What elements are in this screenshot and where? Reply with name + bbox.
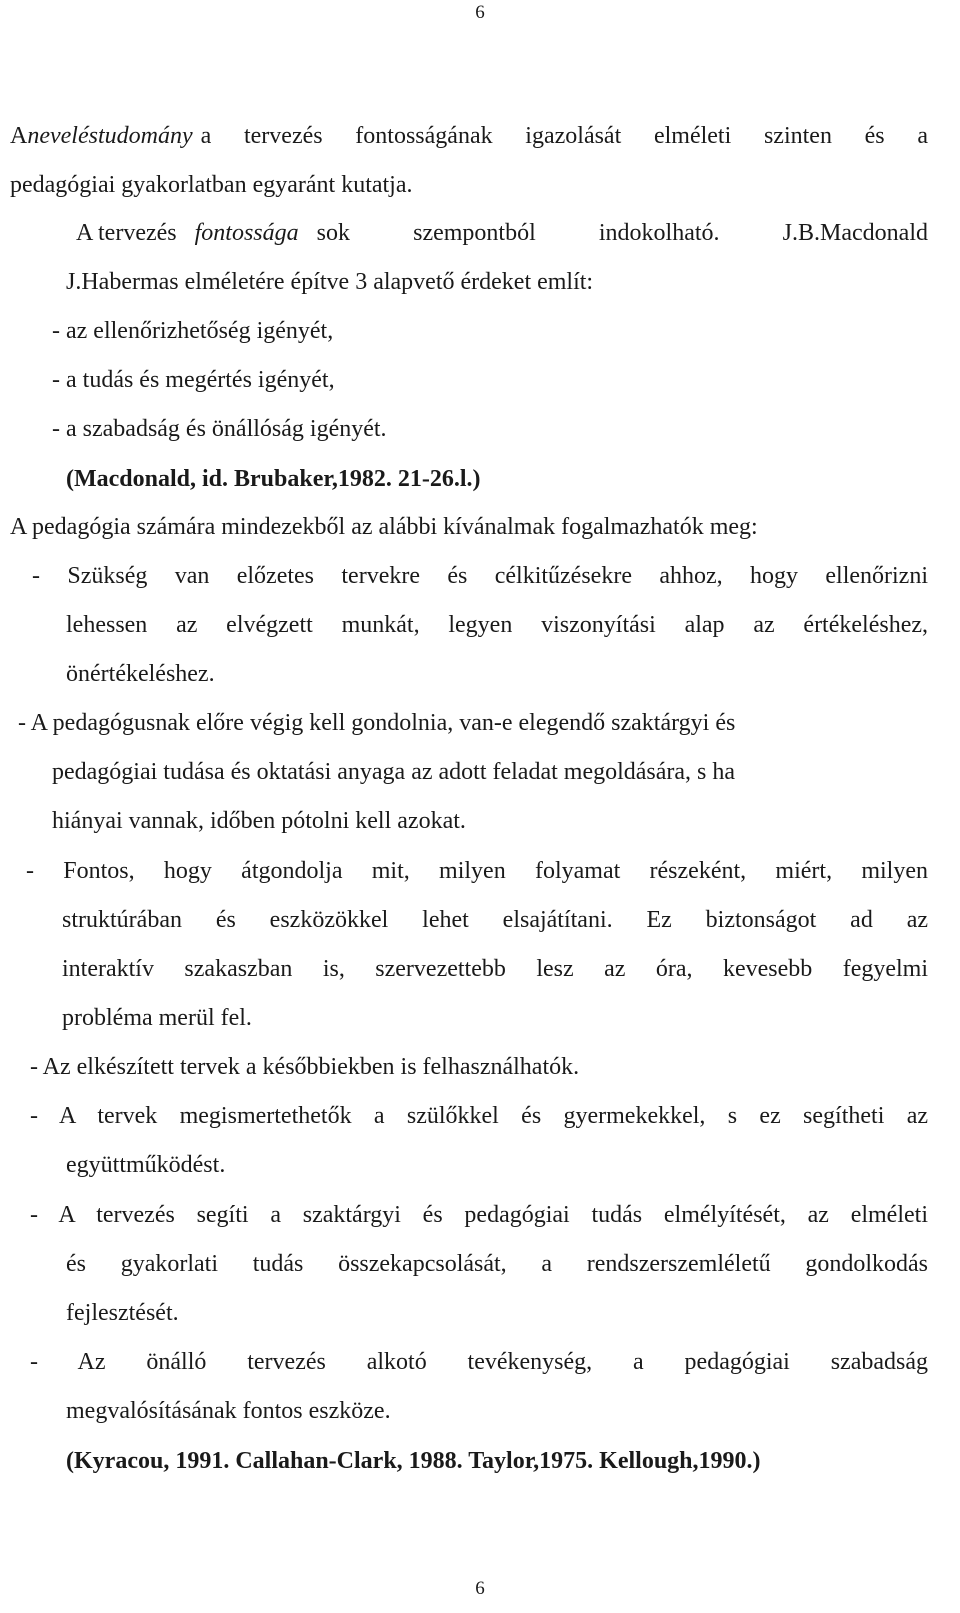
intro-line-1-start: A — [10, 123, 28, 149]
requirement-line: - A tervezés segíti a szaktárgyi és pedagógiai tudás elmélyítését, az elméleti — [30, 1202, 928, 1228]
intro-term-fontossaga: fontossága — [194, 220, 299, 246]
requirement-line: - Szükség van előzetes tervekre és célkitűzésekre ahhoz, hogy ellenőrizni — [32, 563, 928, 589]
interest-item: - az ellenőrizhetőség igényét, — [52, 318, 334, 344]
requirement-line: - Fontos, hogy átgondolja mit, milyen folyamat részeként, miért, milyen — [26, 858, 928, 884]
requirements-intro: A pedagógia számára mindezekből az alábbi kívánalmak fogalmazhatók meg: — [10, 514, 758, 540]
requirement-line: hiányai vannak, időben pótolni kell azokat. — [52, 808, 466, 834]
requirement-line: pedagógiai tudása és oktatási anyaga az adott feladat megoldására, s ha — [52, 759, 736, 785]
requirement-line: önértékeléshez. — [66, 661, 215, 687]
intro-line-3-start: A tervezés — [76, 220, 177, 246]
requirement-line: - A tervek megismertethetők a szülőkkel és gyermekekkel, s ez segítheti az — [30, 1103, 928, 1129]
intro-term-neveléstudomány: neveléstudomány — [27, 123, 193, 149]
requirement-line: együttműködést. — [66, 1152, 226, 1178]
final-citation: (Kyracou, 1991. Callahan-Clark, 1988. Taylor,1975. Kellough,1990.) — [66, 1448, 761, 1474]
intro-line-2: pedagógiai gyakorlatban egyaránt kutatja. — [10, 172, 413, 198]
intro-line-3-rest: sok szempontból indokolható. J.B.Macdonald — [316, 220, 928, 246]
page-number-top: 6 — [475, 2, 485, 23]
requirement-line: - A pedagógusnak előre végig kell gondolnia, van-e elegendő szaktárgyi és — [18, 710, 736, 736]
requirement-line: struktúrában és eszközökkel lehet elsajátítani. Ez biztonságot ad az — [62, 907, 928, 933]
intro-line-4: J.Habermas elméletére építve 3 alapvető érdeket említ: — [66, 269, 594, 295]
intro-citation: (Macdonald, id. Brubaker,1982. 21-26.l.) — [66, 466, 481, 492]
intro-line-1-rest: a tervezés fontosságának igazolását elméleti szinten és a — [200, 123, 928, 149]
requirement-line: és gyakorlati tudás összekapcsolását, a rendszerszemléletű gondolkodás — [66, 1251, 928, 1277]
requirement-line: - Az önálló tervezés alkotó tevékenység, a pedagógiai szabadság — [30, 1349, 928, 1375]
intro-line-1 — [10, 121, 928, 151]
interest-item: - a tudás és megértés igényét, — [52, 367, 335, 393]
requirement-line: probléma merül fel. — [62, 1005, 252, 1031]
intro-line-3 — [76, 218, 928, 248]
requirement-line: fejlesztését. — [66, 1300, 179, 1326]
requirement-line: lehessen az elvégzett munkát, legyen viszonyítási alap az értékeléshez, — [66, 612, 928, 638]
requirement-line: interaktív szakaszban is, szervezettebb lesz az óra, kevesebb fegyelmi — [62, 956, 928, 982]
requirement-line: megvalósításának fontos eszköze. — [66, 1398, 391, 1424]
page-number-bottom: 6 — [475, 1578, 485, 1599]
interest-item: - a szabadság és önállóság igényét. — [52, 416, 387, 442]
requirement-line: - Az elkészített tervek a későbbiekben is felhasználhatók. — [30, 1054, 580, 1080]
